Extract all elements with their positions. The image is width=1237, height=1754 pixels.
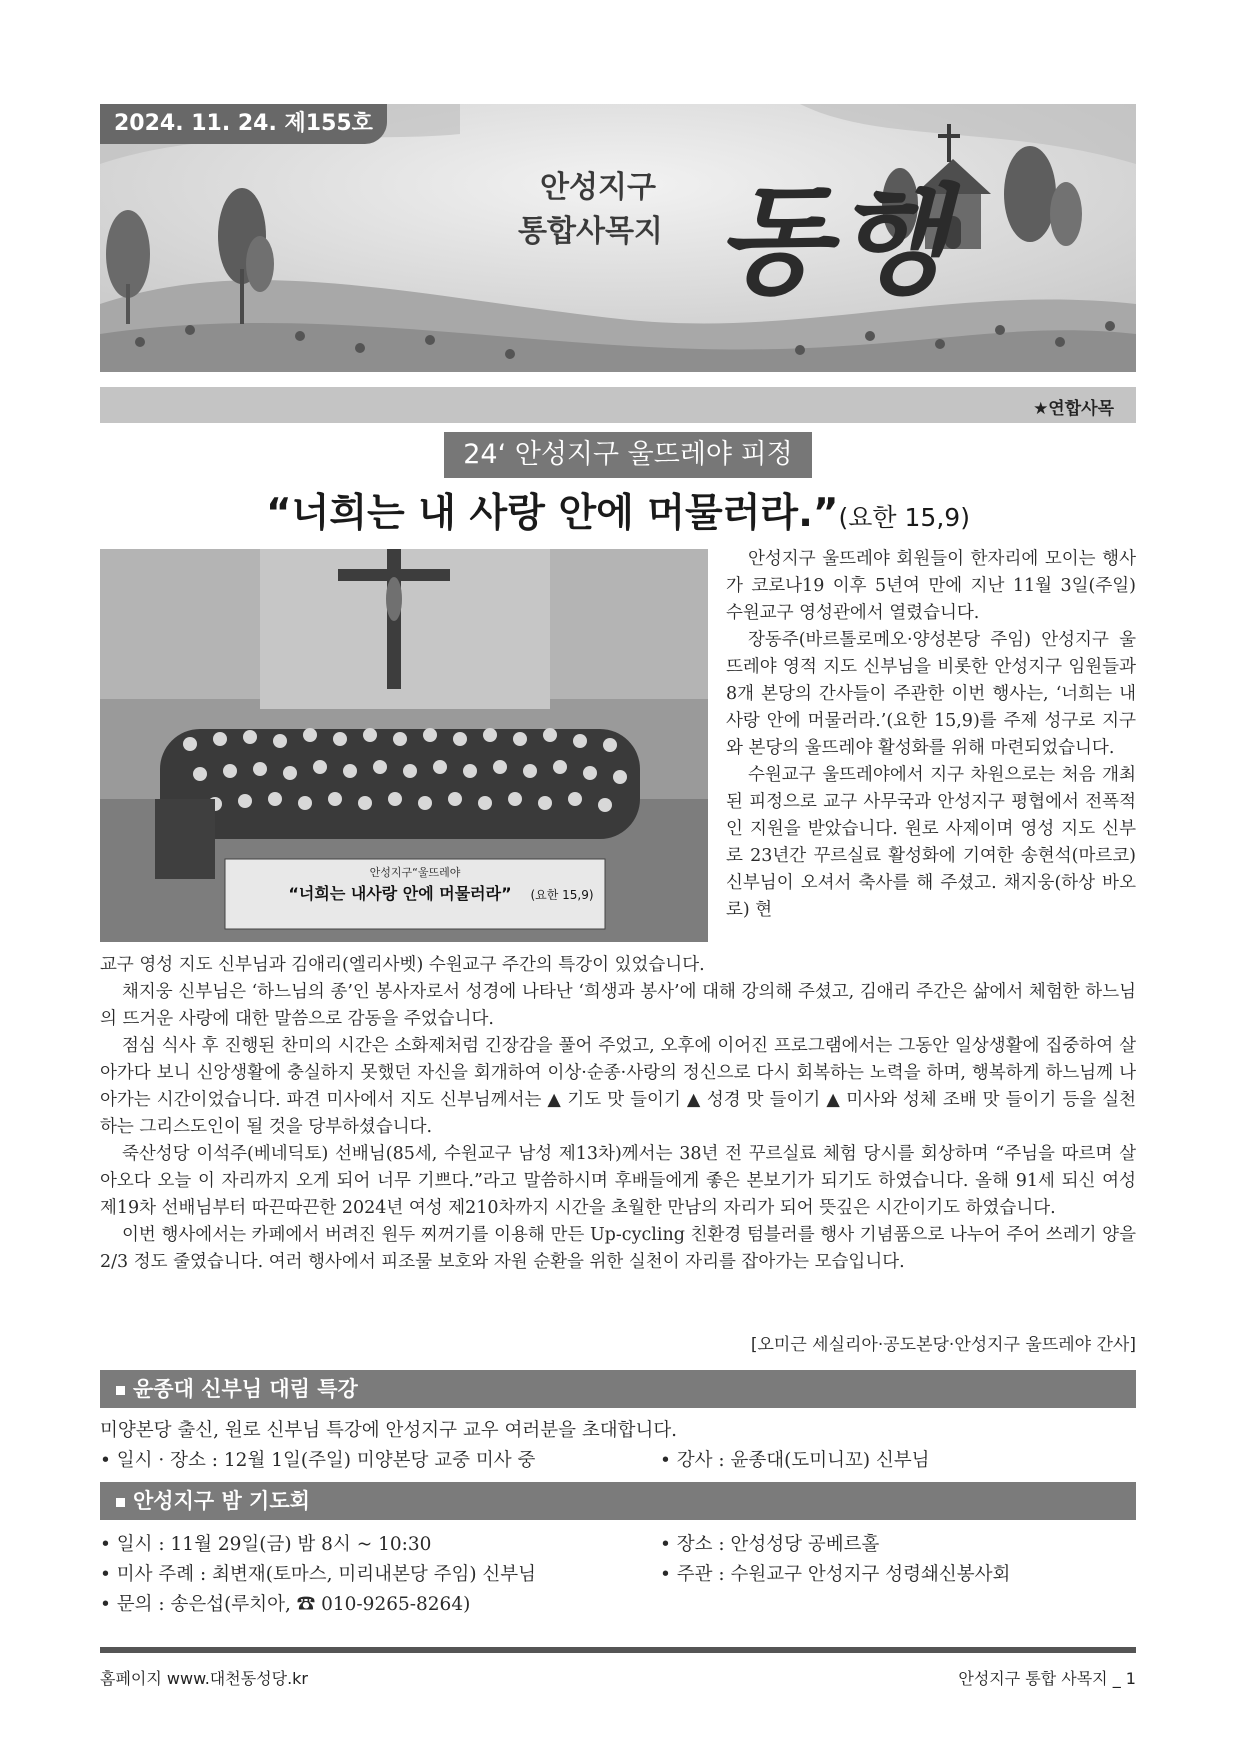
footer-rule [100, 1647, 1136, 1653]
article-paragraph: 수원교구 울뜨레야에서 지구 차원으로는 처음 개최된 피정으로 교구 사무국과 안성지구 평협에서 전폭적인 지원을 받았습니다. 원로 사제이며 영성 지도 신부로 23년간 꾸르실료 활성화에 기여한 송현석(마르코) 신부님이 오셔서 축사를 해 주셨고. 채지웅(하상 바오로) 현 [726, 765, 1136, 920]
night-prayer-heading [100, 1482, 1136, 1520]
article-paragraph: 채지웅 신부님은 ‘하느님의 종’인 봉사자로서 성경에 나타난 ‘희생과 봉사’에 대해 강의해 주셨고, 김애리 주간은 삶에서 체험한 하느님의 뜨거운 사랑에 대한 말씀으로 감동을 주었습니다. [100, 982, 1136, 1029]
publication-subtitle-line1: 안성지구 [540, 170, 656, 205]
night-prayer-contact-phone: ☎ 010-9265-8264) [296, 1594, 471, 1615]
section-label: ★연합사목 [1033, 399, 1114, 419]
bullet-square-icon [116, 1386, 125, 1395]
article-headline [100, 482, 1136, 538]
photo-banner-line1: 안성지구“울뜨레야 [369, 866, 461, 879]
bullet-square-icon [116, 1498, 125, 1507]
headline-reference: (요한 15,9) [838, 503, 970, 532]
night-prayer-heading-text: 안성지구 밤 기도회 [133, 1489, 310, 1513]
article-paragraph: 죽산성당 이석주(베네딕토) 선배님(85세, 수원교구 남성 제13차)께서는 38년 전 꾸르실료 체험 당시를 회상하며 “주님을 따르며 살아오다 오늘 이 자리까지 오게 되어 너무 기쁘다.”라고 말씀하시며 후배들에게 좋은 본보기가 되기도 하였습니다. 올해 91세 되신 여성 제19차 선배님부터 따끈따끈한 2024년 여성 제210차까지 시간을 초월한 만남의 자리가 되어 뜻깊은 시간이기도 하였습니다. [100, 1144, 1136, 1218]
footer-page-number: 안성지구 통합 사목지 _ 1 [958, 1669, 1136, 1688]
night-prayer-contact-name: • 문의 : 송은섭(루치아, [100, 1594, 297, 1615]
advent-lecture-speaker: • 강사 : 윤종대(도미니꼬) 신부님 [660, 1450, 930, 1471]
photo-banner-line2: “너희는 내사랑 안에 머물러라” [288, 884, 512, 903]
photo-banner-ref: (요한 15,9) [530, 888, 594, 902]
headline-quote: “너희는 내 사랑 안에 머물러라.” [266, 491, 839, 536]
article-byline: [오미근 세실리아·공도본당·안성지구 울뜨레야 간사] [750, 1335, 1136, 1355]
article-paragraph: 점심 식사 후 진행된 찬미의 시간은 소화제처럼 긴장감을 풀어 주었고, 오후에 이어진 프로그램에서는 그동안 일상생활에 집중하여 살아가다 보니 신앙생활에 충실하지 못했던 자신을 회개하여 이상·순종·사랑의 정신으로 다시 회복하는 노력을 하며, 행복하게 하느님께 나아가는 시간이었습니다. 파견 미사에서 지도 신부님께서는 ▲ 기도 맛 들이기 ▲ 성경 맛 들이기 ▲ 미사와 성체 조배 맛 들이기 등을 실천하는 그리스도인이 될 것을 당부하셨습니다. [100, 1036, 1136, 1137]
footer-homepage: 홈페이지 www.대천동성당.kr [100, 1669, 308, 1688]
section-bar [100, 387, 1136, 423]
night-prayer-place: • 장소 : 안성성당 공베르홀 [660, 1534, 880, 1555]
advent-lecture-when-where: • 일시 · 장소 : 12월 1일(주일) 미양본당 교중 미사 중 [100, 1450, 536, 1471]
issue-date-tag: 2024. 11. 24. 제155호 [100, 104, 387, 144]
article-paragraph: 안성지구 울뜨레야 회원들이 한자리에 모이는 행사가 코로나19 이후 5년여 만에 지난 11월 3일(주일) 수원교구 영성관에서 열렸습니다. [726, 549, 1136, 623]
group-photo [100, 549, 708, 942]
publication-subtitle-line2: 통합사목지 [518, 214, 663, 249]
article-paragraph: 교구 영성 지도 신부님과 김애리(엘리사벳) 수원교구 주간의 특강이 있었습니다. [100, 955, 705, 975]
night-prayer-celebrant: • 미사 주례 : 최변재(토마스, 미리내본당 주임) 신부님 [100, 1564, 537, 1585]
night-prayer-date: • 일시 : 11월 29일(금) 밤 8시 ~ 10:30 [100, 1534, 432, 1555]
publication-title: 동행 [716, 171, 952, 310]
advent-lecture-heading-text: 윤종대 신부님 대림 특강 [133, 1377, 358, 1401]
advent-lecture-intro: 미양본당 출신, 원로 신부님 특강에 안성지구 교우 여러분을 초대합니다. [100, 1420, 678, 1441]
article-subhead: 24‘ 안성지구 울뜨레야 피정 [444, 432, 812, 478]
article-paragraph: 장동주(바르톨로메오·양성본당 주임) 안성지구 울뜨레야 영적 지도 신부님을 비롯한 안성지구 임원들과 8개 본당의 간사들이 주관한 이번 행사는, ‘너희는 내 사랑 안에 머물러라.’(요한 15,9)를 주제 성구로 지구와 본당의 울뜨레야 활성화를 위해 마련되었습니다. [726, 630, 1136, 758]
group-photo-illustration [100, 549, 708, 942]
article-paragraph: 이번 행사에서는 카페에서 버려진 원두 찌꺼기를 이용해 만든 Up-cycling 친환경 텀블러를 행사 기념품으로 나누어 주어 쓰레기 양을 2/3 정도 줄였습니다. 여러 행사에서 피조물 보호와 자원 순환을 위한 실천이 자리를 잡아가는 모습입니다. [100, 1225, 1136, 1272]
advent-lecture-heading [100, 1370, 1136, 1408]
night-prayer-host: • 주관 : 수원교구 안성지구 성령쇄신봉사회 [660, 1564, 1011, 1585]
article-full-column [100, 952, 1136, 1276]
night-prayer-contact [100, 1590, 470, 1616]
article-right-column [726, 546, 1136, 924]
